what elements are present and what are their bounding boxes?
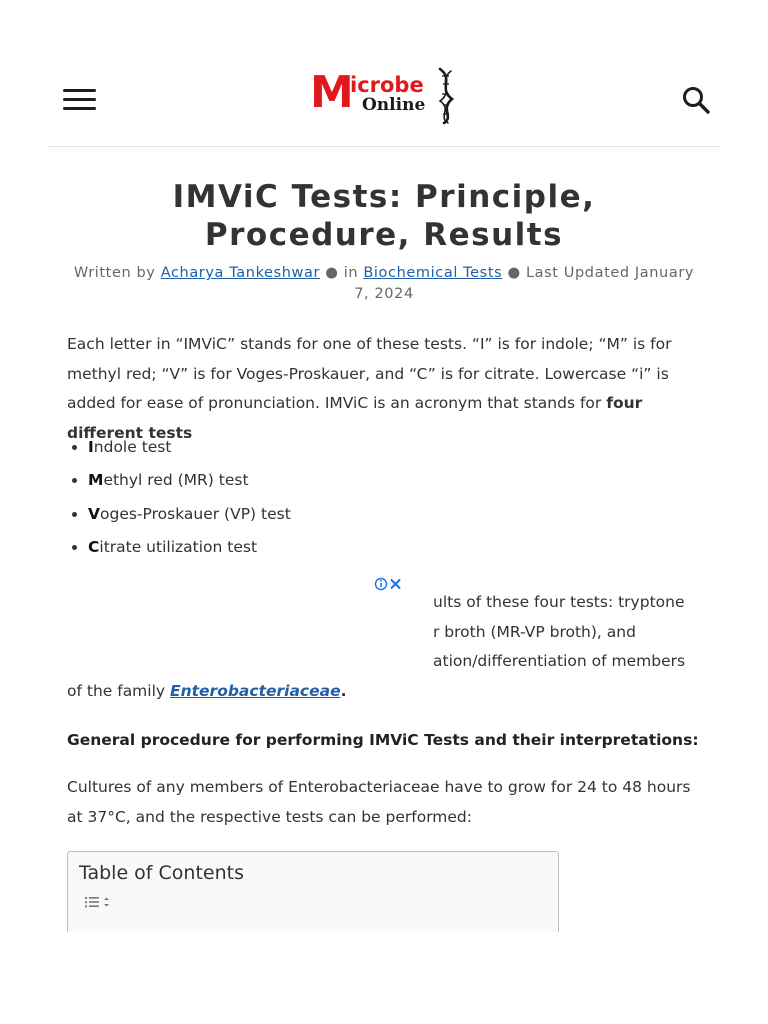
procedure-paragraph: Cultures of any members of Enterobacteriaceae have to grow for 24 to 48 hours at 37°C, and the respective tests can be performed: <box>67 778 691 826</box>
search-icon[interactable] <box>681 85 711 115</box>
page-bottom <box>0 932 768 1024</box>
enterobacteriaceae-link[interactable]: Enterobacteriaceae <box>170 681 341 700</box>
category-link[interactable]: Biochemical Tests <box>363 265 503 281</box>
paragraph-text: of the family <box>67 681 170 700</box>
logo-text-icrobe: icrobe <box>350 73 424 97</box>
author-link[interactable]: Acharya Tankeshwar <box>160 265 321 281</box>
list-item-letter: V <box>88 504 100 523</box>
paragraph-line: ation/differentiation of members <box>433 652 686 670</box>
list-item-letter: C <box>88 537 100 556</box>
list-item <box>88 434 291 467</box>
intro-bold: four different tests <box>67 394 643 442</box>
hamburger-icon[interactable] <box>63 89 97 113</box>
paragraph-line <box>67 677 707 707</box>
list-item-letter: I <box>88 438 94 456</box>
dna-icon <box>434 67 458 125</box>
intro-paragraph <box>67 330 707 448</box>
article-byline <box>67 263 701 305</box>
list-item-text: ndole test <box>93 438 172 456</box>
last-updated: Last Updated January 7, 2024 <box>354 265 695 302</box>
toc-title: Table of Contents <box>79 862 244 884</box>
byline-separator: ● <box>507 265 521 281</box>
list-item <box>88 467 291 500</box>
procedure-heading: General procedure for performing IMViC Tests and their interpretations: <box>67 731 699 749</box>
paragraph-line: ults of these four tests: tryptone <box>433 593 685 611</box>
site-header <box>47 45 721 147</box>
list-item-text: ethyl red (MR) test <box>103 471 249 490</box>
media-paragraph <box>67 588 707 706</box>
list-item <box>88 501 291 534</box>
site-logo[interactable] <box>310 65 460 125</box>
byline-written-by: Written by <box>73 265 156 281</box>
page-title: IMViC Tests: Principle, Procedure, Results <box>172 179 596 253</box>
list-item-text: itrate utilization test <box>99 537 258 556</box>
intro-text: Each letter in “IMViC” stands for one of these tests. “I” is for indole; “M” is for methyl red; “V” is for Voges-Proskauer, and “C” is for citrate. Lowercase “i” is added for ease of pronunciation. IMViC is an acronym that stands for <box>67 335 672 412</box>
list-item-letter: M <box>88 471 104 490</box>
paragraph-text: . <box>340 681 347 700</box>
list-icon[interactable] <box>84 894 114 910</box>
list-item <box>88 534 291 567</box>
logo-letter-m: M <box>310 67 354 118</box>
byline-in: in <box>343 265 359 281</box>
logo-text-online: Online <box>362 95 426 115</box>
test-list <box>67 434 291 567</box>
table-of-contents <box>67 851 559 943</box>
byline-separator: ● <box>325 265 339 281</box>
list-item-text: oges-Proskauer (VP) test <box>100 504 291 523</box>
paragraph-line: r broth (MR-VP broth), and <box>433 622 636 641</box>
